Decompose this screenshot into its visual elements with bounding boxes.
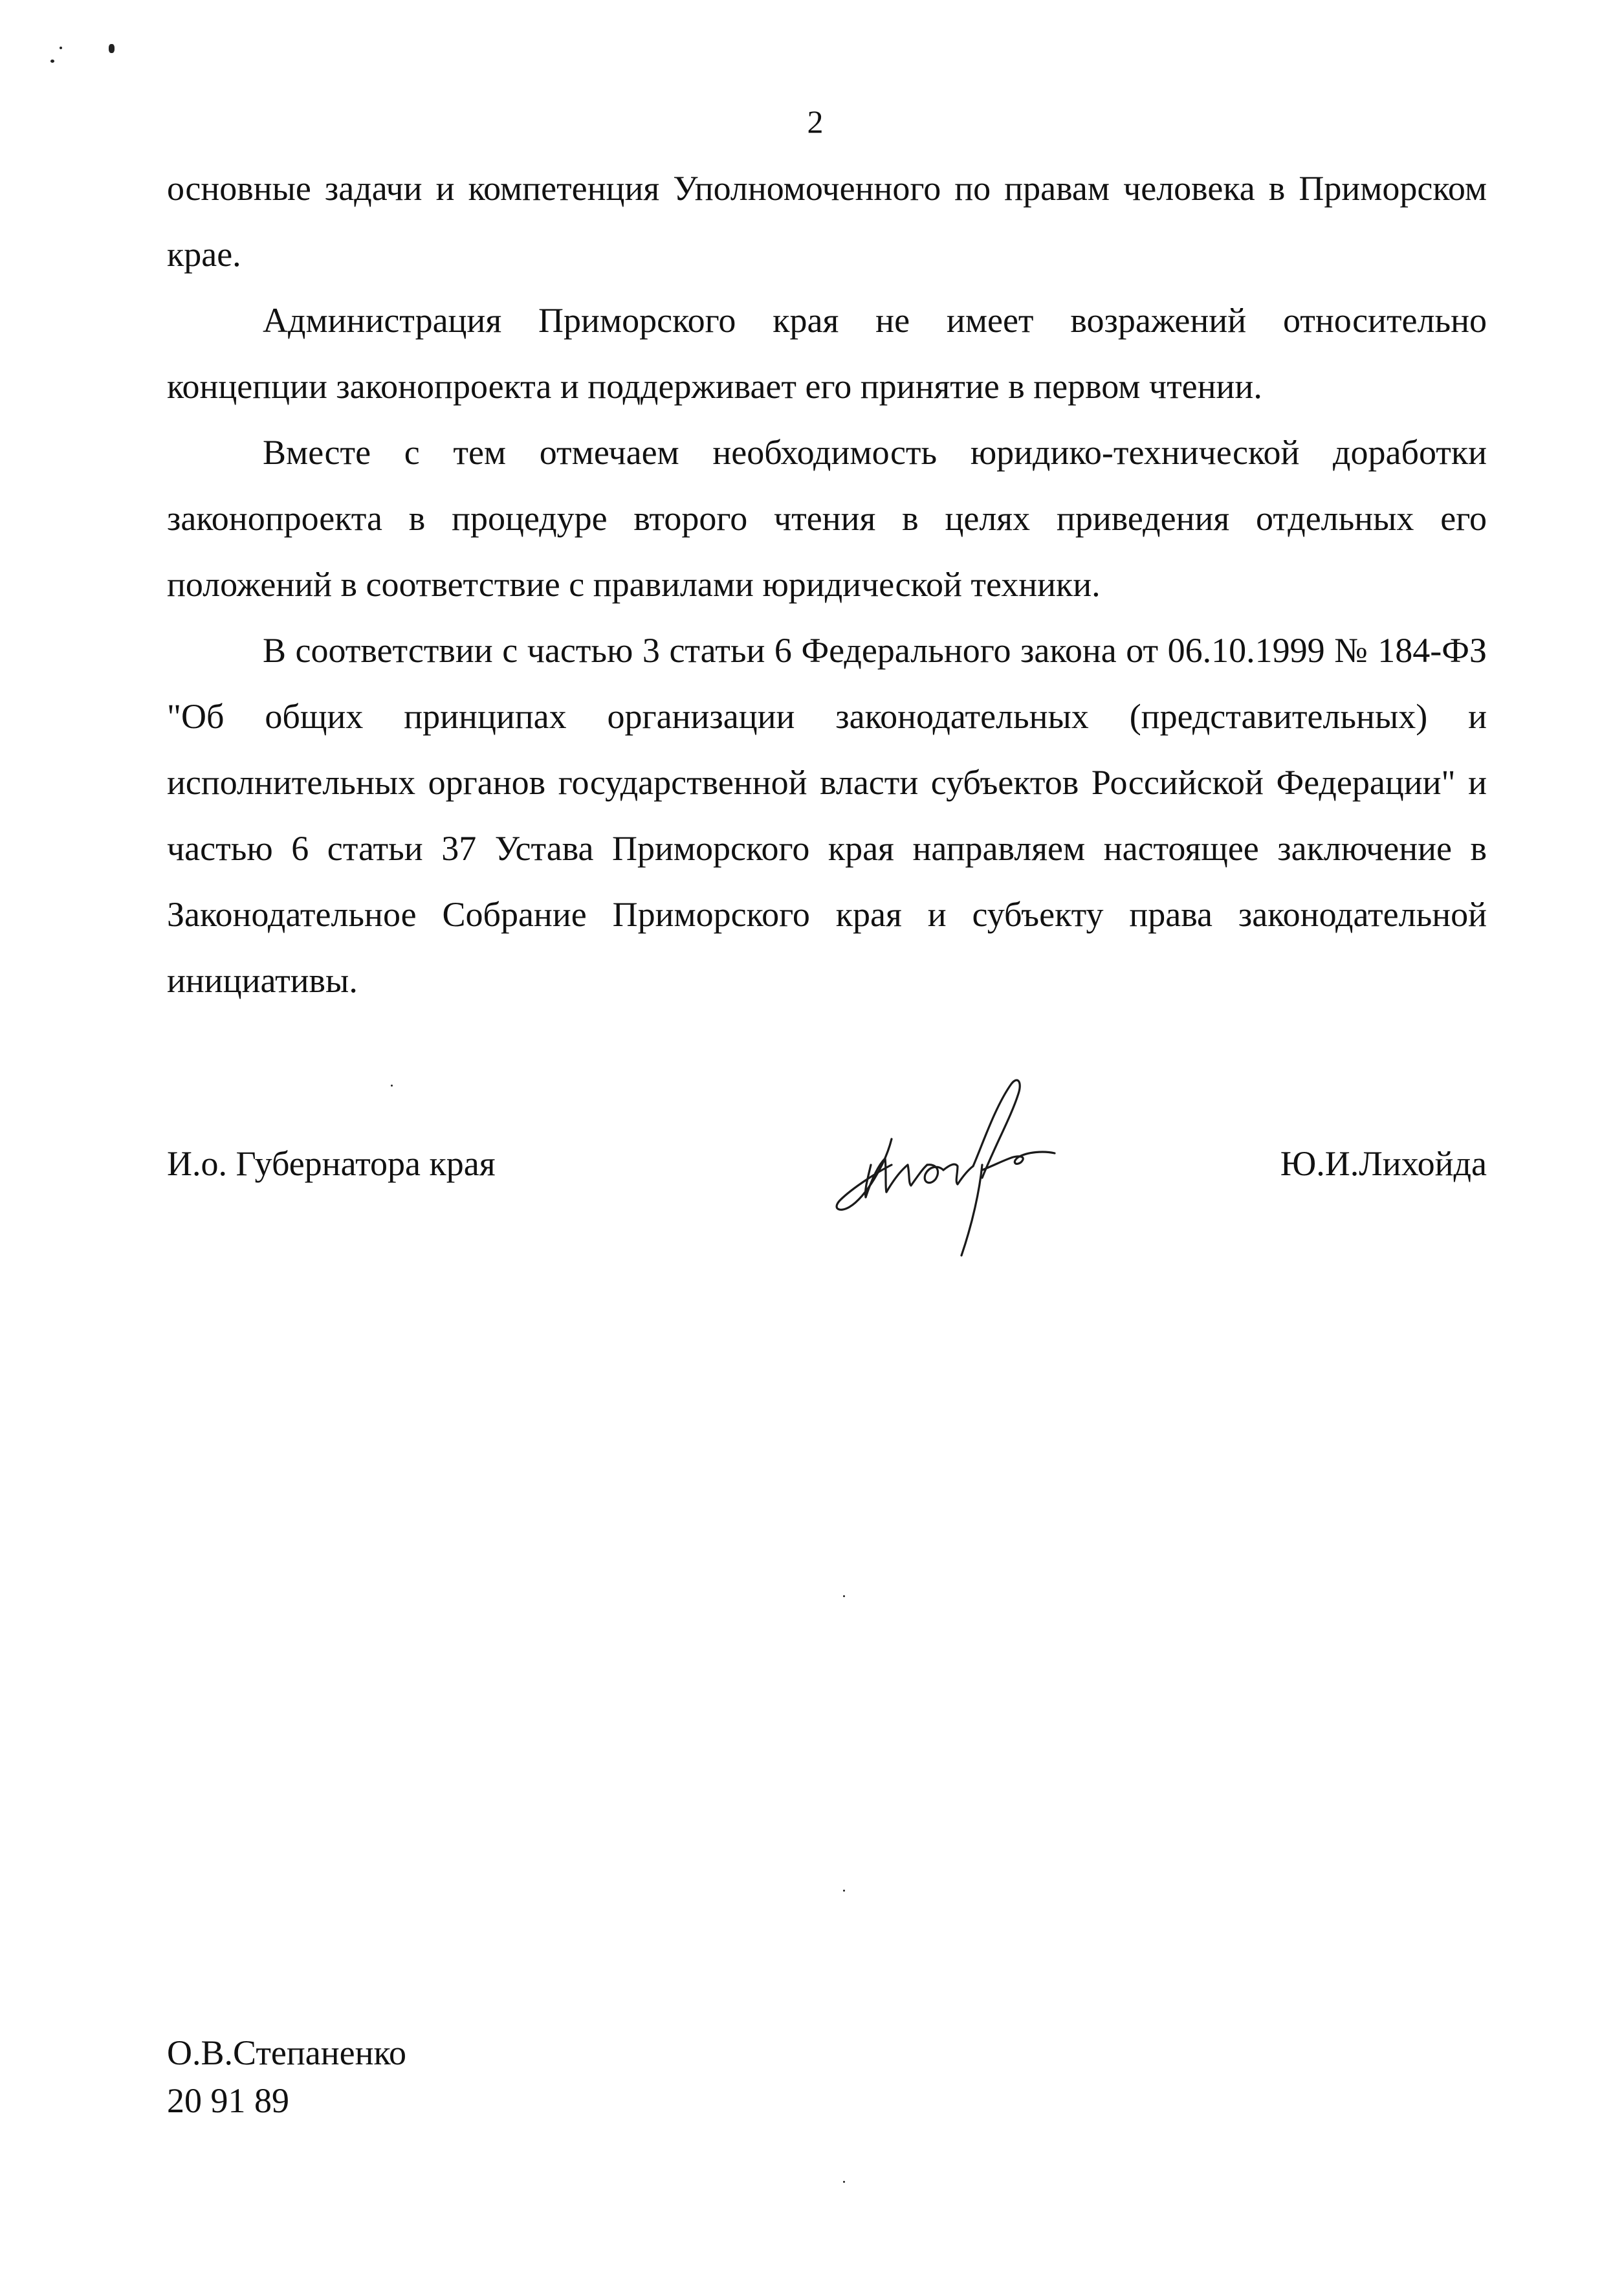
scan-speck (50, 60, 54, 63)
handwritten-signature-icon (788, 1068, 1060, 1262)
executor-name: О.В.Степаненко (167, 2033, 407, 2072)
paragraph-revision-needed: Вместе с тем отмечаем необходимость юридико-технической доработки законопроекта в процедуре второго чтения в целях приведения отдельных его положений в соответствие с правилами юридической техники. (167, 433, 1487, 604)
scan-speck (109, 44, 115, 53)
executor-info (167, 2029, 406, 2125)
paragraph-legal-basis: В соответствии с частью 3 статьи 6 Федерального закона от 06.10.1999 № 184-ФЗ "Об общих принципах организации законодательных (представительных) и исполнительных органов государственной власти субъектов Российской Федерации" и частью 6 статьи 37 Устава Приморского края направляем настоящее заключение в Законодательное Собрание Приморского края и субъекту права законодательной инициативы. (167, 631, 1487, 1000)
scan-speck (843, 2181, 845, 2183)
signature-block (167, 1068, 1487, 1262)
paragraph-continuation: основные задачи и компетенция Уполномоченного по правам человека в Приморском крае. (167, 169, 1487, 274)
executor-phone: 20 91 89 (167, 2081, 289, 2120)
scan-speck (843, 1595, 845, 1597)
letter-body (167, 155, 1487, 1013)
scan-speck (843, 1890, 845, 1892)
page-number: 2 (807, 104, 824, 140)
signer-title: И.о. Губернатора края (167, 1144, 496, 1183)
scan-speck (60, 47, 62, 49)
paragraph-no-objections: Администрация Приморского края не имеет возражений относительно концепции законопроекта и поддерживает его принятие в первом чтении. (167, 301, 1487, 406)
signer-name: Ю.И.Лихойда (1280, 1144, 1487, 1183)
